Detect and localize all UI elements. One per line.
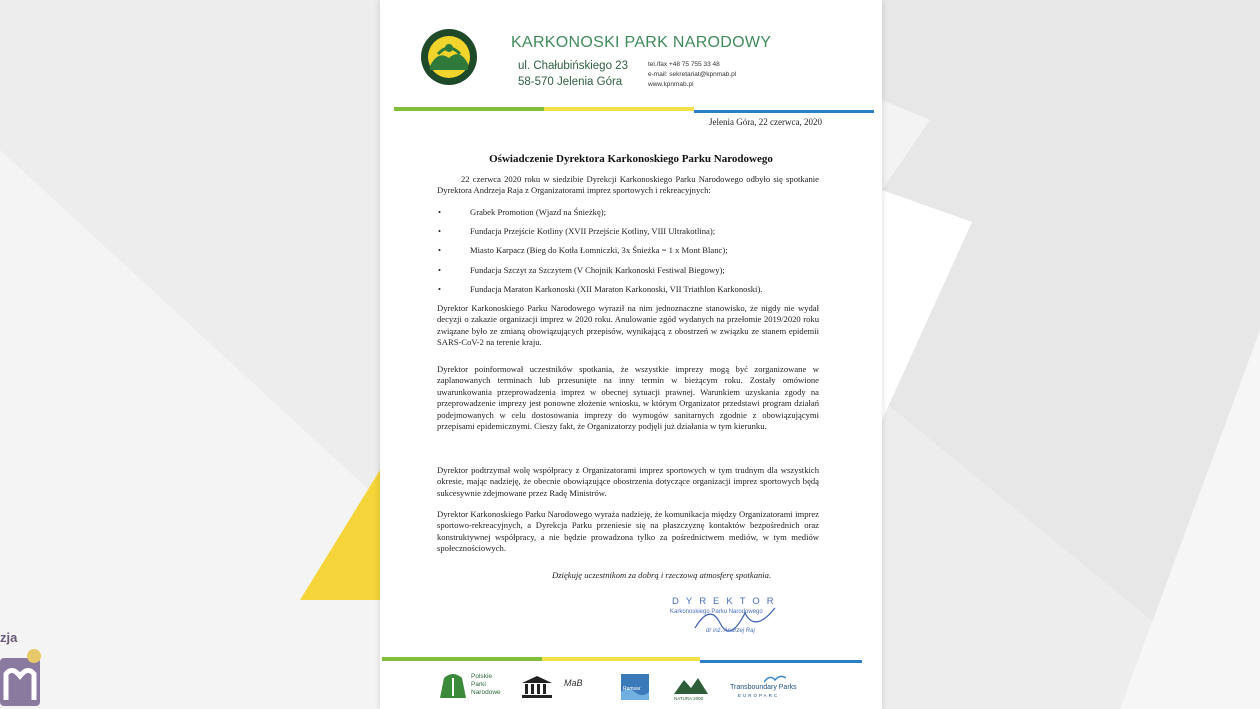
mab-logo: MaB: [564, 678, 583, 688]
contact-website: www.kpnmab.pl: [648, 81, 694, 88]
handwritten-signature-icon: [690, 598, 780, 638]
contact-info: [648, 60, 736, 90]
signature-stamp: [650, 590, 800, 640]
transboundary-bird-icon: [764, 674, 786, 684]
list-item: • Grabek Promotion (Wjazd na Śnieżkę);: [438, 207, 607, 217]
transboundary-label: Transboundary Parks: [730, 684, 797, 691]
address-street: ul. Chałubińskiego 23: [518, 60, 628, 72]
letter-paragraph-2: Dyrektor poinformował uczestników spotkania, że wszystkie imprezy mogą być zorganizowane w zaplanowanych terminach lub przesunięte na inny termin w bieżącym roku. Zostały omówione uwarunkowania przeprowadzenia imprez w obecnej sytuacji prawnej. Warunkiem uzyskania zgody na przeprowadzenie imprezy jest ponowne złożenie wniosku, w którym Organizator przedstawi program działań podejmowanych w celu dostosowania imprezy do wymogów sanitarnych zgodnie z obowiązującymi przepisami epidemicznymi. Cieszy fakt, że Organizatorzy podjęli już działania w tym kierunku.: [437, 364, 819, 432]
letter-date: Jelenia Góra, 22 czerwca, 2020: [709, 117, 822, 127]
polskie-parki-label: Polskie Parki Narodowe: [471, 673, 501, 696]
list-item: • Fundacja Przejście Kotliny (XVII Przejście Kotliny, VIII Ultrakotlina);: [438, 226, 716, 237]
contact-email: e-mail: sekretariat@kpnmab.pl: [648, 71, 737, 78]
footer-logos: [438, 668, 818, 704]
letter-title: Oświadczenie Dyrektora Karkonoskiego Parku Narodowego: [489, 153, 773, 165]
org-name: KARKONOSKI PARK NARODOWY: [511, 34, 772, 51]
list-item: • Fundacja Maraton Karkonoski (XII Maraton Karkonoski, VII Triathlon Karkonoski).: [438, 283, 763, 294]
footer-stripe-yellow: [542, 657, 700, 661]
footer-stripe-green: [382, 657, 542, 661]
letter-paragraph-3: Dyrektor podtrzymał wolę współpracy z Organizatorami imprez sportowych w tym trudnym dla wszystkich okresie, mając nadzieję, że obecnie obowiązujące obostrzenia dotyczące organizacji imprez sportowych będą sukcesywnie zdejmowane przez Radę Ministrów.: [437, 465, 819, 498]
organizer-list: [438, 207, 838, 303]
list-item: • Miasto Karpacz (Bieg do Kotła Łomniczki, 3x Śnieżka = 1 x Mont Blanc);: [438, 245, 728, 256]
unesco-temple-icon: [522, 676, 552, 698]
letter-thanks: Dziękuję uczestnikom za dobrą i rzeczową atmosferę spotkania.: [552, 570, 772, 580]
letter-intro: 22 czerwca 2020 roku w siedzibie Dyrekcji Karkonoskiego Parku Narodowego odbyło się spotkanie Dyrektora Andrzeja Raja z Organizatorami imprez sportowych i rekreacyjnych:: [437, 174, 819, 196]
header-stripe-yellow: [544, 107, 694, 111]
contact-phone: tel./fax +48 75 755 33 48: [648, 61, 720, 68]
europarc-label: EUROPARC: [738, 693, 780, 698]
letter-paragraph-1: Dyrektor Karkonoskiego Parku Narodowego wyraził na nim jednoznaczne stanowisko, że nigdy nie wydał decyzji o zakazie organizacji imprez w 2020 roku. Anulowanie zgód wydanych na przełomie 2019/2020 roku związane było ze zmianą obowiązujących przepisów, wynikającą z obostrzeń w związku ze stanem epidemii SARS-CoV-2 na terenie kraju.: [437, 303, 819, 348]
brand-partial-text: zja: [0, 630, 18, 645]
polskie-parki-narodowe-icon: [438, 672, 468, 700]
letter-document: [380, 0, 882, 709]
stamp-title: DYREKTOR: [672, 596, 781, 607]
signer-name: dr inż. Andrzej Raj: [706, 628, 755, 634]
letter-paragraph-4: Dyrektor Karkonoskiego Parku Narodowego wyraża nadzieję, że komunikacja między Organizatorami imprez sportowo-rekreacyjnych, a Dyrekcja Parku przeniesie się na płaszczyznę kontaktów bezpośrednich oraz konstruktywnej współpracy, a nie będzie prowadzona tylko za pośrednictwem mediów, w tym mediów społecznościowych.: [437, 509, 819, 554]
header-stripe-green: [394, 107, 544, 111]
header-stripe-blue: [694, 110, 874, 113]
address: [518, 58, 628, 90]
stamp-org: Karkonoskiego Parku Narodowego: [670, 609, 763, 615]
address-city: 58-570 Jelenia Góra: [518, 76, 623, 88]
footer-stripe-blue: [700, 660, 862, 663]
natura-label: NATURA 2000: [674, 696, 704, 701]
brand-logo-icon: [0, 636, 44, 709]
list-item: • Fundacja Szczyt za Szczytem (V Chojnik Karkonoski Festiwal Biegowy);: [438, 264, 725, 275]
ramsar-label: Ramsar: [623, 686, 641, 692]
park-emblem-icon: [420, 28, 478, 86]
